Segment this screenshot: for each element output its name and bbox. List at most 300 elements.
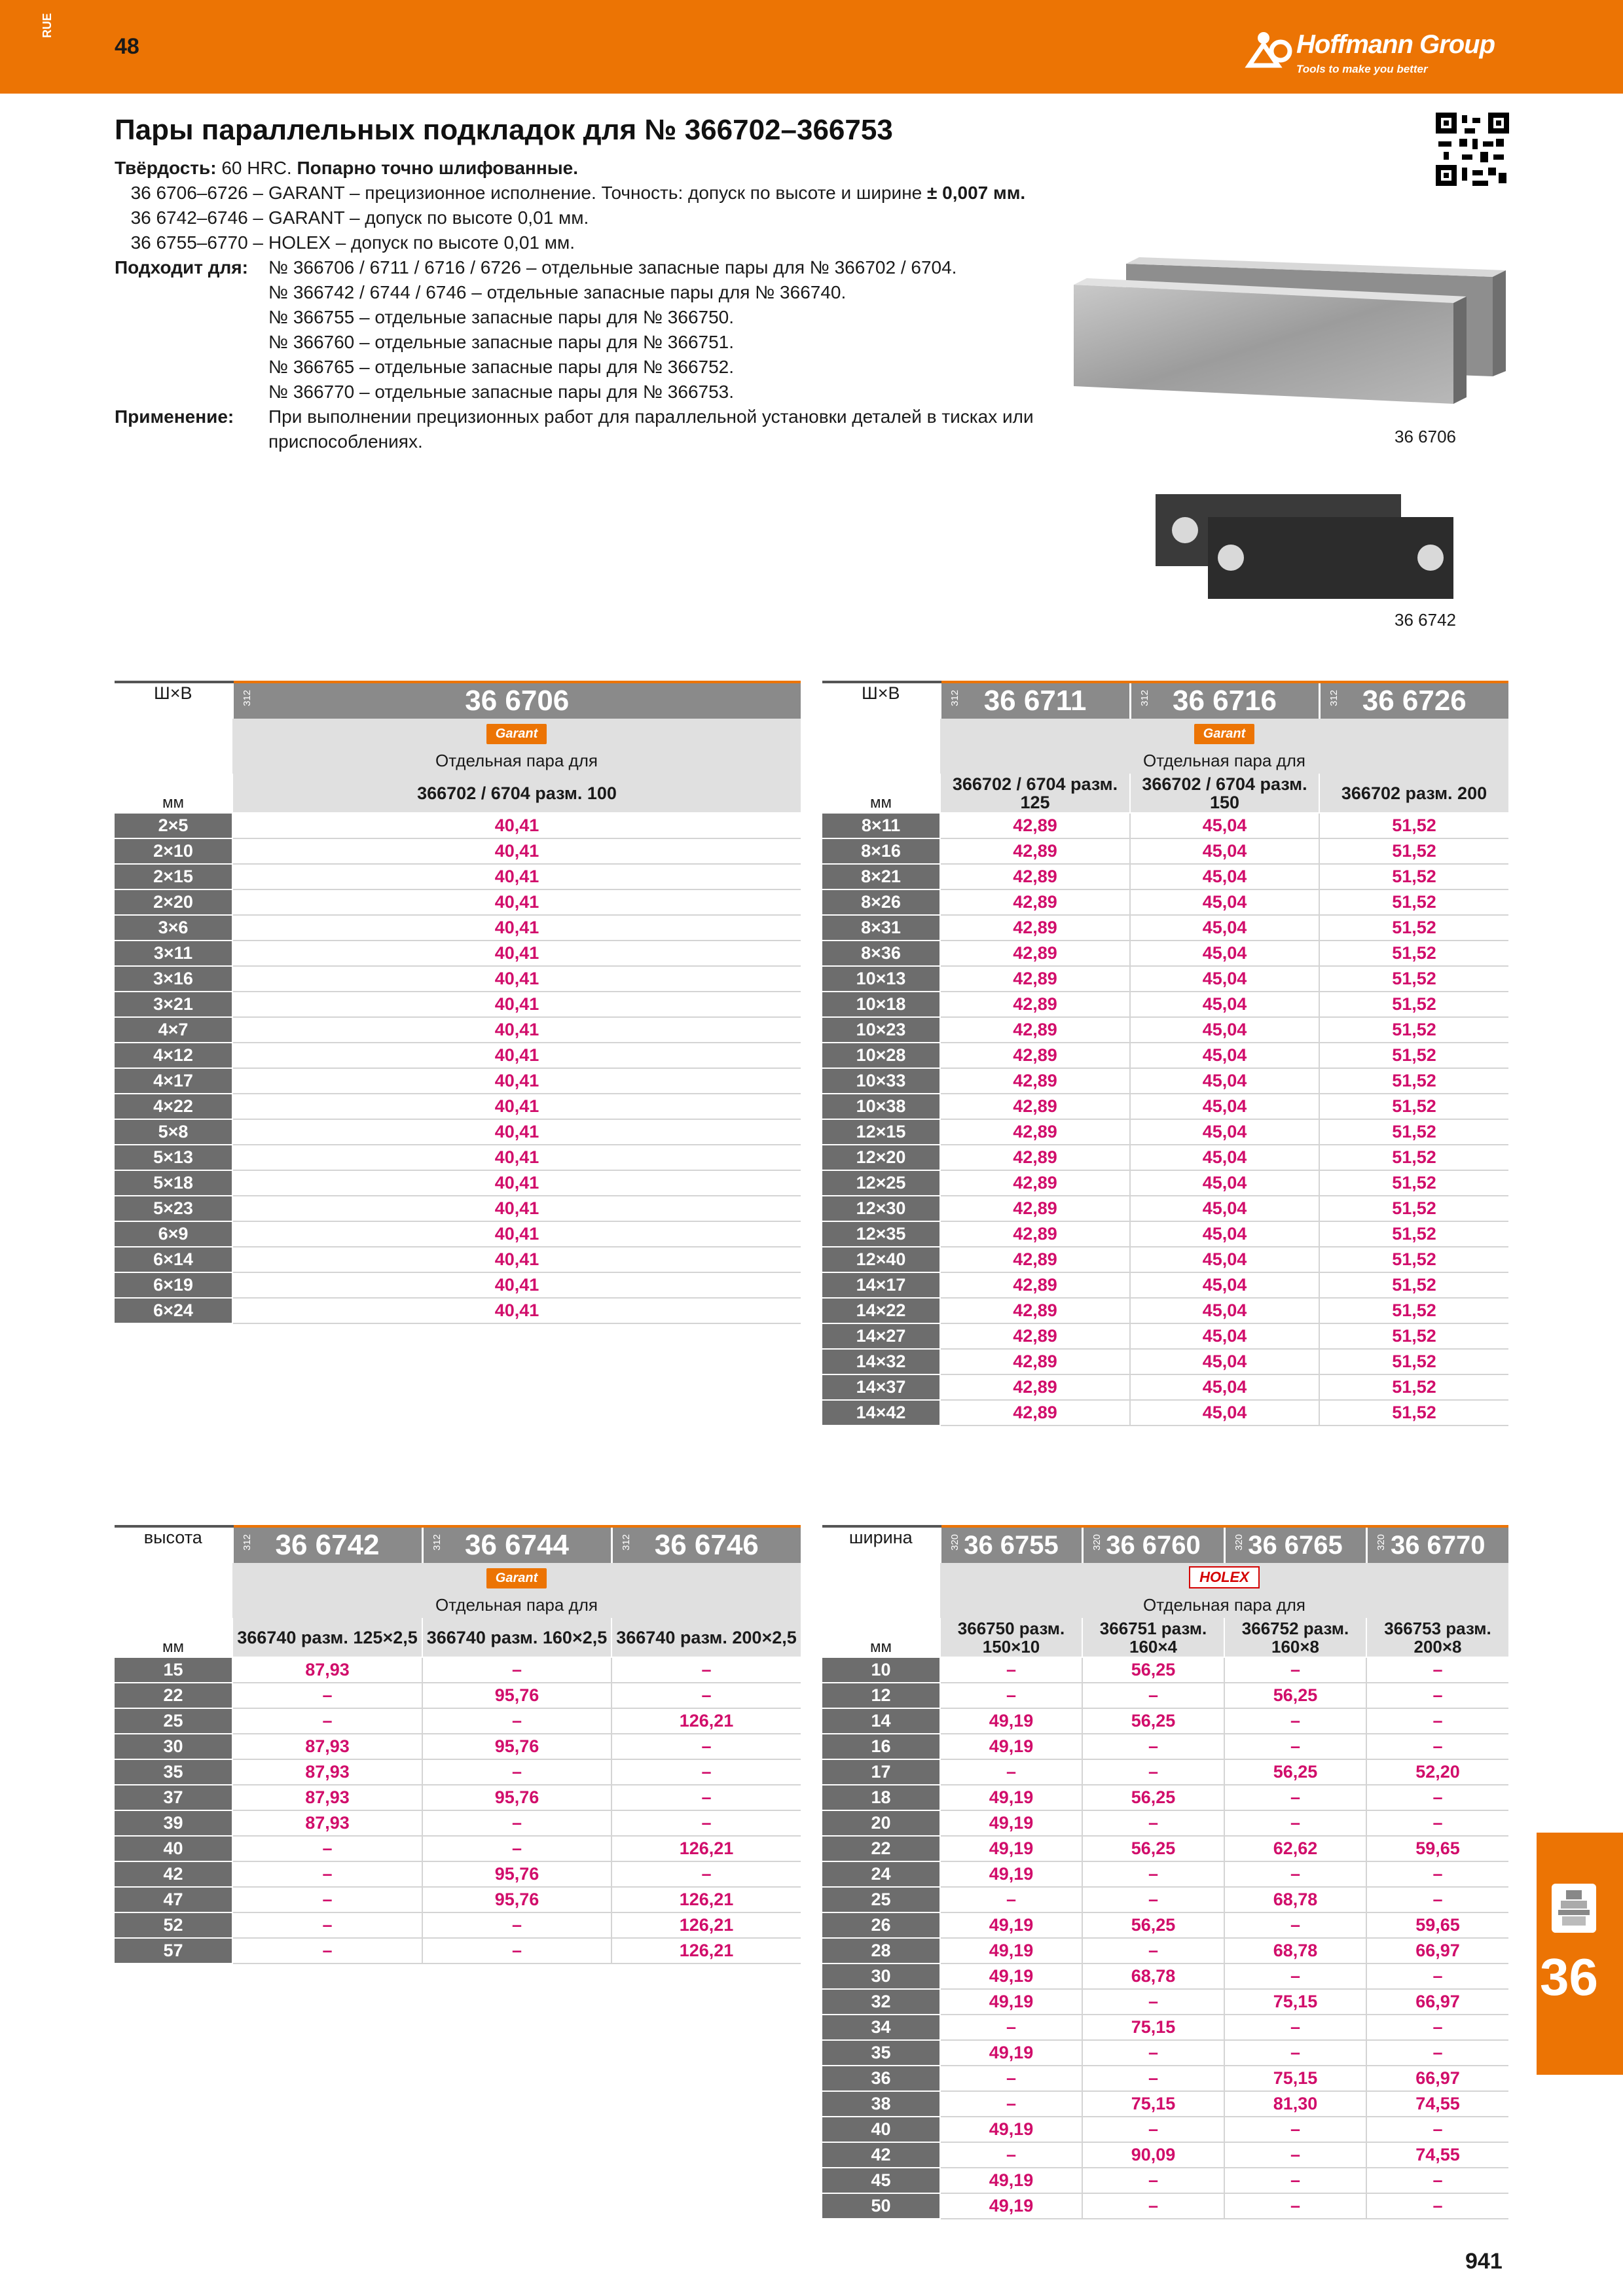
table-row	[822, 1400, 1508, 1426]
table-row	[115, 813, 801, 838]
size-cell: 57	[115, 1938, 232, 1964]
table-row	[115, 1043, 801, 1068]
table-row	[822, 2040, 1508, 2066]
size-cell: 2×5	[115, 813, 232, 838]
size-cell: 52	[115, 1912, 232, 1938]
price-cell: 40,41	[232, 1043, 801, 1068]
price-cell: –	[422, 1912, 611, 1938]
size-cell: 5×18	[115, 1170, 232, 1196]
price-cell: 45,04	[1130, 1298, 1319, 1323]
price-cell: 51,52	[1319, 941, 1508, 966]
size-cell: 10×33	[822, 1068, 940, 1094]
size-cell: 42	[822, 2142, 940, 2168]
price-cell: –	[1366, 1708, 1508, 1734]
table-row	[115, 1810, 801, 1836]
price-cell: –	[1366, 1861, 1508, 1887]
price-cell: 45,04	[1130, 1043, 1319, 1068]
price-cell: 52,20	[1366, 1759, 1508, 1785]
price-cell: 42,89	[940, 1094, 1130, 1119]
size-cell: 45	[822, 2168, 940, 2193]
price-cell: 51,52	[1319, 838, 1508, 864]
table-row	[822, 1887, 1508, 1912]
price-cell: 49,19	[940, 1861, 1082, 1887]
column-description: 366702 / 6704 разм. 150	[1130, 774, 1319, 813]
price-cell: 51,52	[1319, 992, 1508, 1017]
size-cell: 10×38	[822, 1094, 940, 1119]
brand-name: Hoffmann Group	[1296, 30, 1495, 59]
fits-item: № 366742 / 6744 / 6746 – отдельные запасные пары для № 366740.	[268, 282, 847, 302]
price-cell: 95,76	[422, 1734, 611, 1759]
price-cell: 40,41	[232, 838, 801, 864]
price-cell: 87,93	[232, 1734, 422, 1759]
price-cell: –	[1082, 1683, 1224, 1708]
size-cell: 30	[822, 1964, 940, 1989]
article-code: 312 36 6726	[1319, 682, 1508, 719]
price-cell: 40,41	[232, 1170, 801, 1196]
table-row	[822, 1145, 1508, 1170]
unit-label: мм	[115, 774, 232, 813]
price-cell: –	[1366, 1657, 1508, 1683]
price-cell: –	[1366, 2168, 1508, 2193]
price-cell: –	[611, 1683, 801, 1708]
price-cell: –	[1224, 2015, 1366, 2040]
table-row	[115, 1657, 801, 1683]
size-cell: 4×12	[115, 1043, 232, 1068]
column-description: 366740 разм. 160×2,5	[422, 1618, 611, 1657]
size-cell: 8×21	[822, 864, 940, 889]
use-text: При выполнении прецизионных работ для параллельной установки деталей в тисках или приспособлениях.	[268, 406, 1034, 452]
size-cell: 47	[115, 1887, 232, 1912]
price-cell: –	[611, 1810, 801, 1836]
size-cell: 34	[822, 2015, 940, 2040]
fits-label: Подходит для:	[115, 257, 248, 278]
price-cell: 51,52	[1319, 1221, 1508, 1247]
price-cell: 45,04	[1130, 1374, 1319, 1400]
price-cell: 126,21	[611, 1887, 801, 1912]
size-cell: 12×20	[822, 1145, 940, 1170]
price-cell: –	[1366, 1785, 1508, 1810]
price-cell: –	[1082, 1887, 1224, 1912]
column-description: 366702 / 6704 разм. 125	[940, 774, 1130, 813]
price-cell: –	[940, 1887, 1082, 1912]
price-cell: 40,41	[232, 1196, 801, 1221]
price-cell: 66,97	[1366, 1989, 1508, 2015]
price-cell: –	[1082, 2066, 1224, 2091]
price-cell: –	[422, 1708, 611, 1734]
size-cell: 8×26	[822, 889, 940, 915]
size-cell: 25	[822, 1887, 940, 1912]
table-corner-label: ширина	[822, 1526, 940, 1563]
price-cell: –	[1082, 1759, 1224, 1785]
size-cell: 10×18	[822, 992, 940, 1017]
article-code: 320 36 6765	[1224, 1526, 1366, 1563]
vise-jaw-icon	[1552, 1884, 1596, 1933]
table-row	[115, 1861, 801, 1887]
use-label: Применение:	[115, 406, 234, 427]
size-cell: 4×22	[115, 1094, 232, 1119]
price-cell: –	[1082, 2193, 1224, 2219]
price-cell: 42,89	[940, 992, 1130, 1017]
price-cell: 51,52	[1319, 889, 1508, 915]
price-cell: –	[1082, 1938, 1224, 1964]
fits-item: № 366770 – отдельные запасные пары для № 366753.	[268, 382, 735, 402]
size-cell: 40	[822, 2117, 940, 2142]
price-cell: –	[1224, 1964, 1366, 1989]
price-cell: 40,41	[232, 1017, 801, 1043]
price-cell: 90,09	[1082, 2142, 1224, 2168]
spec-bold: ± 0,007 мм.	[927, 183, 1026, 203]
table-row	[115, 1912, 801, 1938]
size-cell: 25	[115, 1708, 232, 1734]
size-cell: 39	[115, 1810, 232, 1836]
article-code: 320 36 6755	[940, 1526, 1082, 1563]
table-row	[822, 2168, 1508, 2193]
price-cell: 42,89	[940, 1068, 1130, 1094]
spec-text: GARANT – допуск по высоте 0,01 мм.	[268, 207, 589, 228]
size-cell: 20	[822, 1810, 940, 1836]
table-row	[822, 1785, 1508, 1810]
price-cell: 45,04	[1130, 915, 1319, 941]
size-cell: 15	[115, 1657, 232, 1683]
price-cell: 45,04	[1130, 864, 1319, 889]
column-description: 366702 / 6704 разм. 100	[232, 774, 801, 813]
unit-label: мм	[822, 1618, 940, 1657]
price-cell: –	[1366, 1887, 1508, 1912]
unit-label: мм	[822, 774, 940, 813]
price-cell: 75,15	[1082, 2015, 1224, 2040]
size-cell: 6×14	[115, 1247, 232, 1272]
price-cell: 56,25	[1082, 1708, 1224, 1734]
price-cell: 40,41	[232, 1068, 801, 1094]
hardness-value: 60 HRC.	[216, 158, 297, 178]
table-row	[115, 1119, 801, 1145]
table-row	[822, 1247, 1508, 1272]
hoffmann-logo-icon	[1244, 29, 1296, 68]
size-cell: 3×21	[115, 992, 232, 1017]
size-cell: 3×11	[115, 941, 232, 966]
price-cell: 56,25	[1224, 1683, 1366, 1708]
price-cell: 95,76	[422, 1683, 611, 1708]
price-cell: –	[1082, 2117, 1224, 2142]
size-cell: 3×16	[115, 966, 232, 992]
table-row	[822, 1017, 1508, 1043]
price-cell: 40,41	[232, 864, 801, 889]
price-cell: 56,25	[1082, 1912, 1224, 1938]
hardness-line	[115, 156, 1044, 181]
table-366706	[115, 681, 801, 1324]
price-cell: 42,89	[940, 1145, 1130, 1170]
price-cell: –	[611, 1734, 801, 1759]
price-cell: 51,52	[1319, 1119, 1508, 1145]
chapter-number: 36	[1540, 1948, 1598, 2006]
table-row	[822, 1349, 1508, 1374]
size-cell: 6×19	[115, 1272, 232, 1298]
price-cell: –	[1224, 1734, 1366, 1759]
fits-item: № 366755 – отдельные запасные пары для № 366750.	[268, 307, 735, 327]
price-cell: 42,89	[940, 1247, 1130, 1272]
table-row	[115, 1247, 801, 1272]
table-row	[822, 1094, 1508, 1119]
size-cell: 14×42	[822, 1400, 940, 1426]
table-row	[115, 864, 801, 889]
price-cell: –	[232, 1887, 422, 1912]
price-cell: –	[422, 1836, 611, 1861]
price-cell: 42,89	[940, 941, 1130, 966]
size-cell: 4×7	[115, 1017, 232, 1043]
size-cell: 38	[822, 2091, 940, 2117]
size-cell: 12×40	[822, 1247, 940, 1272]
table-row	[822, 992, 1508, 1017]
price-cell: –	[1082, 1810, 1224, 1836]
page-number-bottom: 941	[1465, 2249, 1503, 2274]
table-row	[115, 889, 801, 915]
size-cell: 10×13	[822, 966, 940, 992]
table-row	[822, 1964, 1508, 1989]
article-code: 320 36 6770	[1366, 1526, 1508, 1563]
language-code: RUE	[41, 12, 54, 38]
table-corner-label: высота	[115, 1526, 232, 1563]
size-cell: 3×6	[115, 915, 232, 941]
price-cell: 56,25	[1082, 1657, 1224, 1683]
table-366755-6770	[822, 1525, 1508, 2219]
price-cell: 51,52	[1319, 1094, 1508, 1119]
unit-label: мм	[115, 1618, 232, 1657]
table-row	[115, 1759, 801, 1785]
image-caption-2: 36 6742	[1395, 610, 1456, 630]
price-cell: 42,89	[940, 1400, 1130, 1426]
size-cell: 4×17	[115, 1068, 232, 1094]
size-cell: 2×20	[115, 889, 232, 915]
size-cell: 14×27	[822, 1323, 940, 1349]
table-row	[115, 1170, 801, 1196]
price-cell: –	[232, 1836, 422, 1861]
price-cell: 49,19	[940, 1708, 1082, 1734]
price-cell: 40,41	[232, 966, 801, 992]
table-row	[822, 1196, 1508, 1221]
size-cell: 6×9	[115, 1221, 232, 1247]
price-cell: 51,52	[1319, 915, 1508, 941]
price-cell: 42,89	[940, 1349, 1130, 1374]
price-cell: –	[422, 1938, 611, 1964]
size-cell: 22	[115, 1683, 232, 1708]
column-description: 366702 разм. 200	[1319, 774, 1508, 813]
qr-code-icon[interactable]	[1436, 113, 1509, 186]
size-cell: 18	[822, 1785, 940, 1810]
price-cell: –	[1224, 1861, 1366, 1887]
table-row	[822, 1119, 1508, 1145]
table-row	[115, 1017, 801, 1043]
price-cell: 75,15	[1082, 2091, 1224, 2117]
size-cell: 12×25	[822, 1170, 940, 1196]
price-cell: 49,19	[940, 1912, 1082, 1938]
price-cell: 51,52	[1319, 813, 1508, 838]
price-cell: 40,41	[232, 1221, 801, 1247]
price-cell: 40,41	[232, 1094, 801, 1119]
size-cell: 6×24	[115, 1298, 232, 1323]
table-row	[115, 1683, 801, 1708]
brand-tagline: Tools to make you better	[1296, 63, 1428, 75]
spec-line-1	[115, 181, 1044, 206]
separate-pair-label: Отдельная пара для	[232, 747, 801, 774]
price-cell: 45,04	[1130, 889, 1319, 915]
column-description: 366752 разм. 160×8	[1224, 1618, 1366, 1657]
article-code: 312 36 6742	[232, 1526, 422, 1563]
price-cell: 42,89	[940, 1298, 1130, 1323]
size-cell: 42	[115, 1861, 232, 1887]
table-row	[822, 1374, 1508, 1400]
price-cell: 51,52	[1319, 1017, 1508, 1043]
price-cell: 42,89	[940, 1017, 1130, 1043]
size-cell: 14	[822, 1708, 940, 1734]
price-cell: 45,04	[1130, 992, 1319, 1017]
price-cell: 45,04	[1130, 1400, 1319, 1426]
spec-range: 36 6755–6770 –	[130, 232, 263, 253]
price-cell: –	[1366, 1683, 1508, 1708]
price-cell: 51,52	[1319, 1272, 1508, 1298]
price-cell: –	[1082, 1734, 1224, 1759]
table-row	[822, 1683, 1508, 1708]
price-cell: 45,04	[1130, 1017, 1319, 1043]
price-cell: 75,15	[1224, 2066, 1366, 2091]
size-cell: 10	[822, 1657, 940, 1683]
table-row	[115, 1938, 801, 1964]
price-cell: –	[611, 1657, 801, 1683]
size-cell: 35	[822, 2040, 940, 2066]
table-row	[822, 1657, 1508, 1683]
size-cell: 5×23	[115, 1196, 232, 1221]
price-cell: 42,89	[940, 1323, 1130, 1349]
price-cell: 49,19	[940, 1734, 1082, 1759]
price-cell: –	[1224, 2142, 1366, 2168]
table-366742-6746	[115, 1525, 801, 1964]
table-row	[822, 2117, 1508, 2142]
column-description: 366753 разм. 200×8	[1366, 1618, 1508, 1657]
price-cell: 126,21	[611, 1836, 801, 1861]
price-cell: 45,04	[1130, 1145, 1319, 1170]
price-cell: –	[422, 1759, 611, 1785]
size-cell: 14×32	[822, 1349, 940, 1374]
price-cell: 51,52	[1319, 1068, 1508, 1094]
price-cell: 42,89	[940, 1170, 1130, 1196]
price-cell: 45,04	[1130, 1349, 1319, 1374]
table-row	[822, 966, 1508, 992]
price-cell: –	[1224, 1810, 1366, 1836]
table-row	[822, 2091, 1508, 2117]
size-cell: 5×8	[115, 1119, 232, 1145]
price-cell: 49,19	[940, 2117, 1082, 2142]
price-cell: 56,25	[1082, 1836, 1224, 1861]
price-cell: 45,04	[1130, 1272, 1319, 1298]
price-cell: 51,52	[1319, 864, 1508, 889]
spec-line-3	[115, 230, 1044, 255]
separate-pair-label: Отдельная пара для	[940, 1592, 1508, 1618]
price-cell: 126,21	[611, 1938, 801, 1964]
price-cell: 45,04	[1130, 966, 1319, 992]
table-row	[822, 941, 1508, 966]
column-description: 366751 разм. 160×4	[1082, 1618, 1224, 1657]
table-row	[115, 1094, 801, 1119]
price-cell: 42,89	[940, 889, 1130, 915]
price-cell: 40,41	[232, 941, 801, 966]
table-row	[115, 966, 801, 992]
price-cell: 49,19	[940, 1810, 1082, 1836]
hoffmann-logo[interactable]	[1244, 25, 1519, 77]
table-row	[822, 1989, 1508, 2015]
price-cell: 66,97	[1366, 2066, 1508, 2091]
size-cell: 35	[115, 1759, 232, 1785]
price-cell: 126,21	[611, 1708, 801, 1734]
price-cell: –	[611, 1759, 801, 1785]
size-cell: 14×37	[822, 1374, 940, 1400]
price-cell: 126,21	[611, 1912, 801, 1938]
size-cell: 37	[115, 1785, 232, 1810]
price-cell: –	[940, 2066, 1082, 2091]
spec-line-2	[115, 206, 1044, 230]
table-row	[822, 1272, 1508, 1298]
table-row	[822, 1170, 1508, 1196]
table-row	[115, 1272, 801, 1298]
price-cell: –	[1224, 1912, 1366, 1938]
table-row	[115, 915, 801, 941]
price-cell: 42,89	[940, 1272, 1130, 1298]
size-cell: 2×15	[115, 864, 232, 889]
price-cell: 42,89	[940, 864, 1130, 889]
table-row	[822, 1938, 1508, 1964]
table-corner-label: Ш×В	[822, 682, 940, 719]
size-cell: 12×15	[822, 1119, 940, 1145]
price-cell: 95,76	[422, 1861, 611, 1887]
price-cell: 49,19	[940, 2168, 1082, 2193]
table-row	[822, 2066, 1508, 2091]
price-cell: 42,89	[940, 1043, 1130, 1068]
table-366711-6726	[822, 681, 1508, 1426]
price-cell: 42,89	[940, 813, 1130, 838]
table-row	[115, 1708, 801, 1734]
size-cell: 14×17	[822, 1272, 940, 1298]
intro-block	[115, 156, 1044, 454]
size-cell: 30	[115, 1734, 232, 1759]
price-cell: –	[232, 1861, 422, 1887]
article-code: 320 36 6760	[1082, 1526, 1224, 1563]
table-row	[115, 838, 801, 864]
price-cell: 42,89	[940, 915, 1130, 941]
price-cell: 66,97	[1366, 1938, 1508, 1964]
separate-pair-label: Отдельная пара для	[940, 747, 1508, 774]
spec-text: HOLEX – допуск по высоте 0,01 мм.	[268, 232, 575, 253]
price-cell: 40,41	[232, 992, 801, 1017]
price-cell: 42,89	[940, 838, 1130, 864]
price-cell: 51,52	[1319, 1400, 1508, 1426]
price-cell: –	[1224, 1657, 1366, 1683]
price-cell: 49,19	[940, 1938, 1082, 1964]
table-row	[115, 1145, 801, 1170]
price-cell: 51,52	[1319, 1374, 1508, 1400]
price-cell: –	[1082, 2168, 1224, 2193]
article-code: 312 36 6716	[1130, 682, 1319, 719]
price-cell: –	[1366, 1810, 1508, 1836]
size-cell: 16	[822, 1734, 940, 1759]
price-cell: 56,25	[1224, 1759, 1366, 1785]
price-cell: 51,52	[1319, 1349, 1508, 1374]
garant-logo: Garant	[486, 724, 547, 744]
table-row	[115, 1196, 801, 1221]
price-cell: 45,04	[1130, 1247, 1319, 1272]
fits-item: № 366765 – отдельные запасные пары для № 366752.	[268, 357, 735, 377]
table-row	[822, 1810, 1508, 1836]
garant-logo: Garant	[1194, 724, 1254, 744]
table-row	[115, 1298, 801, 1323]
size-cell: 8×11	[822, 813, 940, 838]
